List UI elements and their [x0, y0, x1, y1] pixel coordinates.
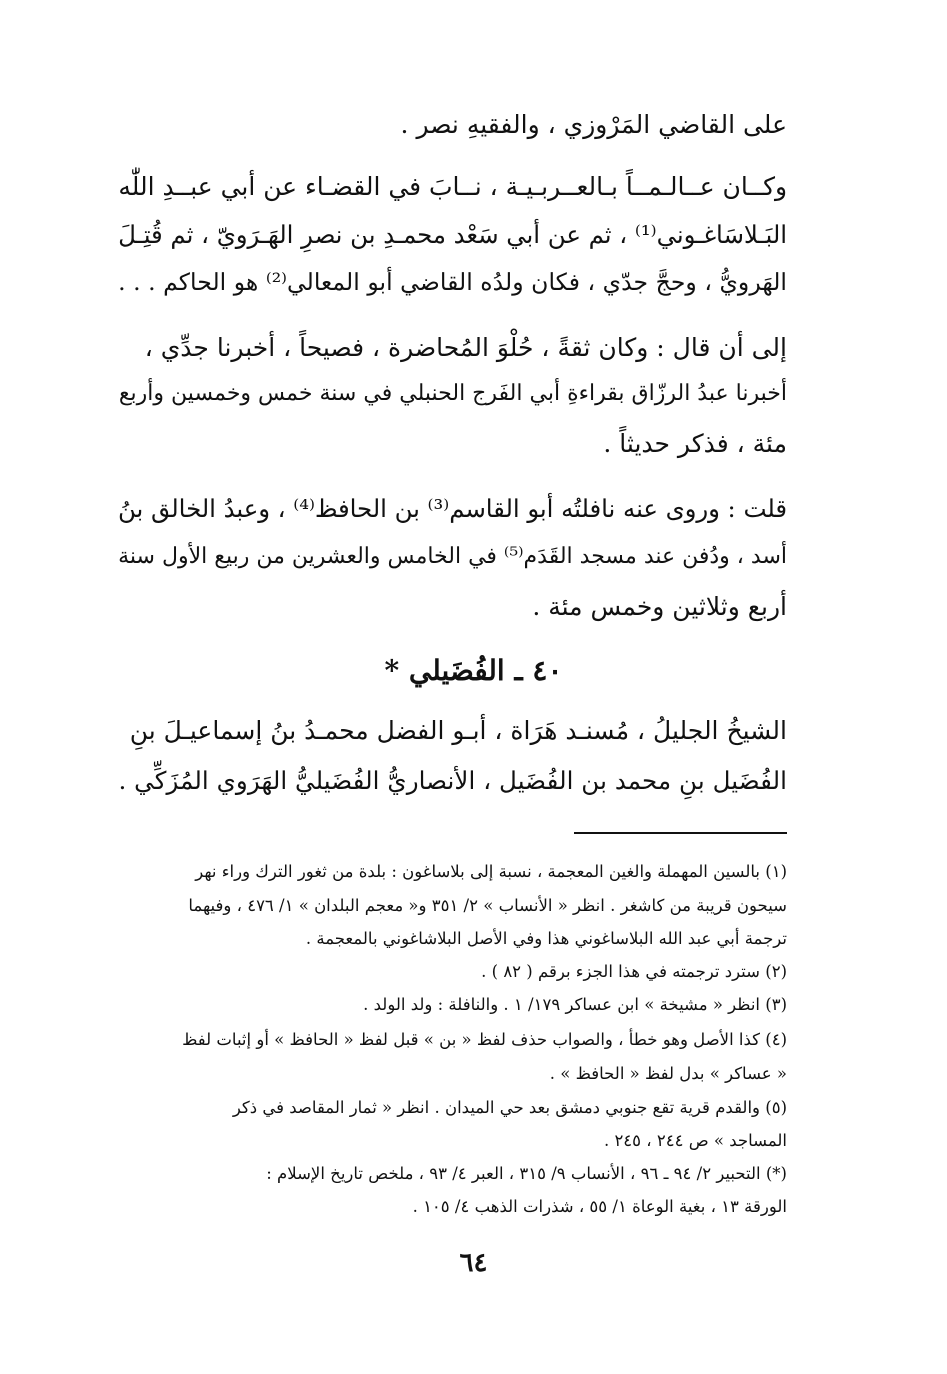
footnote-star-line-1: (*) التحبير ٢/ ٩٤ ـ ٩٦ ، الأنساب ٩/ ٣١٥ ، العبر ٤/ ٩٣ ، ملخص تاريخ الإسلام : — [266, 1164, 787, 1183]
paragraph-2-line-2: البَـلاسَاغـوني⁽¹⁾ ، ثم عن أبي سَعْد محمـدِ بن نصرِ الهَـرَويّ ، ثم قُتِـلَ — [118, 220, 787, 249]
page-number: ٦٤ — [459, 1248, 488, 1278]
paragraph-3-line-2: أخبرنا عبدُ الرزّاق بقراءةِ أبي الفَرج الحنبلي في سنة خمس وخمسين وأربع — [118, 381, 787, 406]
footnote-4-line-1: (٤) كذا الأصل وهو خطأ ، والصواب حذف لفظ « بن » قبل لفظ « الحافظ » أو إثبات لفظ — [182, 1030, 787, 1049]
footnote-2: (٢) سترد ترجمته في هذا الجزء برقم ( ٨٢ ) . — [481, 962, 787, 981]
footnote-4-line-2: « عساكر » بدل لفظ « الحافظ » . — [549, 1064, 787, 1083]
footnote-1-line-1: (١) بالسين المهملة والغين المعجمة ، نسبة إلى بلاساغون : بلدة من ثغور الترك وراء نهر — [195, 862, 787, 881]
footnote-1-line-2: سيحون قريبة من كاشغر . انظر « الأنساب » ٢/ ٣٥١ و« معجم البلدان » ١/ ٤٧٦ ، وفيهما — [188, 896, 787, 915]
paragraph-3-line-3: مئة ، فذكر حديثاً . — [603, 429, 787, 458]
paragraph-4-line-1: قلت : وروى عنه نافلتُه أبو القاسم⁽³⁾ بن الحافظ⁽⁴⁾ ، وعبدُ الخالق بنُ — [118, 494, 787, 523]
footnote-separator — [574, 832, 787, 834]
footnote-3: (٣) انظر « مشيخة » ابن عساكر ١٧٩/ ١ . والنافلة : ولد الولد . — [363, 995, 787, 1014]
paragraph-2-line-3: الهَرويُّ ، وحجَّ جدّي ، فكان ولدُه القاضي أبو المعالي⁽²⁾ هو الحاكم . . . — [118, 268, 787, 296]
footnote-star-line-2: الورقة ١٣ ، بغية الوعاة ١/ ٥٥ ، شذرات الذهب ٤/ ١٠٥ . — [412, 1197, 787, 1216]
paragraph-3-line-1: إلى أن قال : وكان ثقةً ، حُلْوَ المُحاضرة ، فصيحاً ، أخبرنا جدِّي ، — [144, 333, 787, 362]
entry-heading: ٤٠ ـ الفُضَيلي * — [384, 654, 563, 687]
paragraph-4-line-3: أربع وثلاثين وخمس مئة . — [532, 592, 787, 621]
footnote-1-line-3: ترجمة أبي عبد الله البلاساغوني هذا وفي الأصل البلاشاغوني بالمعجمة . — [305, 929, 787, 948]
footnote-5-line-2: المساجد » ص ٢٤٤ ، ٢٤٥ . — [603, 1131, 787, 1150]
paragraph-4-line-2: أسد ، ودُفن عند مسجد القَدَم⁽⁵⁾ في الخامس والعشرين من ربيع الأول سنة — [118, 544, 787, 569]
footnote-5-line-1: (٥) والقدم قرية تقع جنوبي دمشق بعد حي الميدان . انظر « ثمار المقاصد في ذكر — [232, 1098, 787, 1117]
paragraph-1-line-1: على القاضي المَرْوزي ، والفقيهِ نصر . — [400, 110, 787, 139]
bio-line-1: الشيخُ الجليلُ ، مُسنـد هَرَاة ، أبـو الفضل محمـدُ بنُ إسماعيـلَ بنِ — [129, 716, 787, 745]
bio-line-2: الفُضَيل بنِ محمد بن الفُضَيل ، الأنصاريُّ الفُضَيليُّ الهَرَوي المُزَكِّي . — [118, 766, 787, 795]
paragraph-2-line-1: وكــان عــالـمــاً بـالعــربـيـة ، نــابَ في القضـاء عن أبي عبــدِ اللّٰه — [118, 172, 787, 201]
